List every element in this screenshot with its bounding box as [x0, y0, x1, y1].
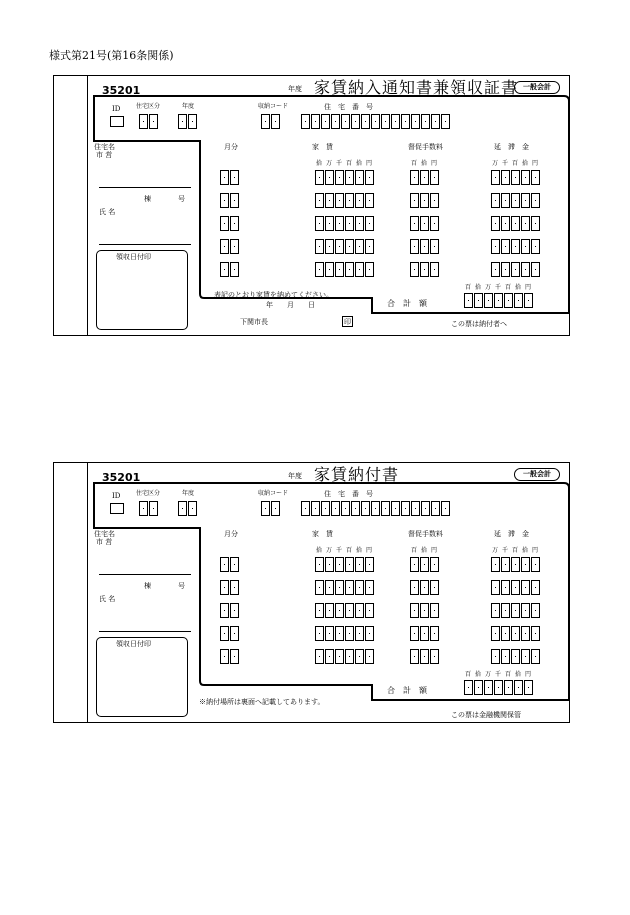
late-fee-boxes[interactable]: [491, 557, 541, 572]
house-number-label: 住 宅 番 号: [324, 103, 373, 111]
unit-label: 円: [366, 547, 373, 554]
month-boxes[interactable]: [220, 193, 240, 208]
id-box[interactable]: [110, 116, 124, 127]
fee-boxes[interactable]: [410, 193, 440, 208]
month-boxes[interactable]: [220, 626, 240, 641]
rent-boxes[interactable]: [315, 580, 375, 595]
month-boxes[interactable]: [220, 216, 240, 231]
unit-label: 拾: [475, 284, 482, 291]
name-underline: [99, 244, 191, 245]
seal-mark: 印: [344, 318, 351, 326]
late-fee-label: 延 滞 金: [494, 530, 529, 538]
unit-label: 万: [485, 284, 492, 291]
fee-boxes[interactable]: [410, 649, 440, 664]
unit-label: 拾: [421, 547, 428, 554]
stamp-label: 領収日付印: [116, 253, 151, 261]
late-fee-boxes[interactable]: [491, 239, 541, 254]
receipt-code-boxes[interactable]: [261, 501, 281, 516]
unit-label: 拾: [316, 160, 323, 167]
unit-label: 円: [525, 671, 532, 678]
unit-label: 千: [495, 671, 502, 678]
unit-label: 千: [336, 547, 343, 554]
fee-boxes[interactable]: [410, 216, 440, 231]
address-label: 住宅名: [94, 143, 115, 151]
address-underline: [99, 187, 191, 188]
building-label: 棟: [144, 195, 151, 203]
unit-label: 拾: [316, 547, 323, 554]
general-account-badge: 一般会計: [514, 468, 560, 481]
unit-label: 百: [465, 671, 472, 678]
unit-label: 拾: [522, 547, 529, 554]
fee-boxes[interactable]: [410, 626, 440, 641]
unit-label: 万: [492, 547, 499, 554]
late-fee-boxes[interactable]: [491, 603, 541, 618]
unit-label: 拾: [515, 671, 522, 678]
receipt-stamp-area: [96, 250, 188, 330]
id-label: ID: [112, 492, 121, 500]
rent-boxes[interactable]: [315, 603, 375, 618]
housing-type-label: 住宅区分: [136, 103, 161, 110]
name-underline: [99, 631, 191, 632]
date-line: 年 月 日: [266, 301, 315, 309]
name-label: 氏 名: [99, 208, 116, 216]
year-boxes[interactable]: [178, 114, 198, 129]
form-code: 35201: [102, 84, 141, 97]
unit-label: 円: [532, 160, 539, 167]
receipt-code-label: 収納コード: [258, 103, 289, 110]
rent-boxes[interactable]: [315, 649, 375, 664]
month-label: 月分: [224, 143, 238, 151]
month-boxes[interactable]: [220, 580, 240, 595]
rent-boxes[interactable]: [315, 239, 375, 254]
payment-instruction: 表記のとおり家賃を納めてください。: [214, 291, 333, 299]
rent-boxes[interactable]: [315, 557, 375, 572]
unit-label: 千: [336, 160, 343, 167]
fee-boxes[interactable]: [410, 170, 440, 185]
address-label: 住宅名: [94, 530, 115, 538]
rent-notice-receipt-form: [53, 75, 570, 336]
unit-label: 円: [431, 160, 438, 167]
stamp-label: 領収日付印: [116, 640, 151, 648]
house-number-label: 住 宅 番 号: [324, 490, 373, 498]
housing-type-label: 住宅区分: [136, 490, 161, 497]
mayor-label: 下関市長: [240, 318, 268, 326]
rent-payment-slip-form: [53, 462, 570, 723]
fee-boxes[interactable]: [410, 262, 440, 277]
unit-label: 拾: [356, 547, 363, 554]
unit-label: 百: [505, 284, 512, 291]
form-code: 35201: [102, 471, 141, 484]
late-fee-boxes[interactable]: [491, 649, 541, 664]
unit-label: 百: [411, 160, 418, 167]
rent-boxes[interactable]: [315, 626, 375, 641]
rent-label: 家 賃: [312, 143, 333, 151]
city-label: 市 営: [96, 538, 113, 546]
unit-label: 万: [485, 671, 492, 678]
unit-label: 千: [495, 284, 502, 291]
fee-boxes[interactable]: [410, 239, 440, 254]
fee-boxes[interactable]: [410, 580, 440, 595]
receipt-code-boxes[interactable]: [261, 114, 281, 129]
city-label: 市 営: [96, 151, 113, 159]
unit-label: 拾: [356, 160, 363, 167]
total-amount-boxes[interactable]: [464, 680, 534, 695]
rent-boxes[interactable]: [315, 216, 375, 231]
unit-label: 円: [525, 284, 532, 291]
late-fee-boxes[interactable]: [491, 193, 541, 208]
house-number-boxes[interactable]: [301, 114, 451, 129]
holder-note: この票は金融機関保管: [451, 711, 521, 719]
housing-type-boxes[interactable]: [139, 501, 159, 516]
fee-boxes[interactable]: [410, 603, 440, 618]
building-label: 棟: [144, 582, 151, 590]
year-field-label: 年度: [182, 103, 195, 110]
house-number-boxes[interactable]: [301, 501, 451, 516]
holder-note: この票は納付者へ: [451, 320, 507, 328]
payment-place-note: ※納付場所は裏面へ記載してあります。: [199, 698, 325, 706]
number-label: 号: [178, 582, 185, 590]
unit-label: 拾: [475, 671, 482, 678]
unit-label: 円: [431, 547, 438, 554]
unit-label: 拾: [421, 160, 428, 167]
late-fee-boxes[interactable]: [491, 262, 541, 277]
rent-boxes[interactable]: [315, 170, 375, 185]
late-fee-boxes[interactable]: [491, 626, 541, 641]
rent-boxes[interactable]: [315, 193, 375, 208]
number-label: 号: [178, 195, 185, 203]
year-field-label: 年度: [182, 490, 195, 497]
year-boxes[interactable]: [178, 501, 198, 516]
unit-label: 拾: [522, 160, 529, 167]
unit-label: 万: [326, 547, 333, 554]
month-boxes[interactable]: [220, 170, 240, 185]
unit-label: 円: [366, 160, 373, 167]
year-label: 年度: [288, 472, 302, 480]
name-label: 氏 名: [99, 595, 116, 603]
month-boxes[interactable]: [220, 262, 240, 277]
month-boxes[interactable]: [220, 557, 240, 572]
month-boxes[interactable]: [220, 239, 240, 254]
unit-label: 百: [512, 160, 519, 167]
late-fee-boxes[interactable]: [491, 216, 541, 231]
unit-label: 拾: [515, 284, 522, 291]
unit-label: 百: [346, 547, 353, 554]
id-box[interactable]: [110, 503, 124, 514]
month-label: 月分: [224, 530, 238, 538]
form-title: 家賃納付書: [314, 465, 400, 484]
rent-boxes[interactable]: [315, 262, 375, 277]
fee-label: 督促手数料: [408, 530, 443, 538]
unit-label: 百: [346, 160, 353, 167]
unit-label: 万: [492, 160, 499, 167]
unit-label: 百: [512, 547, 519, 554]
fee-label: 督促手数料: [408, 143, 443, 151]
total-label: 合 計 額: [387, 299, 427, 308]
receipt-stamp-area: [96, 637, 188, 717]
address-underline: [99, 574, 191, 575]
rent-label: 家 賃: [312, 530, 333, 538]
unit-label: 百: [411, 547, 418, 554]
year-label: 年度: [288, 85, 302, 93]
late-fee-boxes[interactable]: [491, 170, 541, 185]
general-account-badge: 一般会計: [514, 81, 560, 94]
unit-label: 千: [502, 547, 509, 554]
form-title: 家賃納入通知書兼領収証書: [314, 78, 519, 97]
month-boxes[interactable]: [220, 649, 240, 664]
fee-boxes[interactable]: [410, 557, 440, 572]
housing-type-boxes[interactable]: [139, 114, 159, 129]
unit-label: 千: [502, 160, 509, 167]
unit-label: 百: [465, 284, 472, 291]
unit-label: 百: [505, 671, 512, 678]
receipt-code-label: 収納コード: [258, 490, 289, 497]
unit-label: 円: [532, 547, 539, 554]
document-header: 様式第21号(第16条関係): [49, 49, 174, 62]
total-label: 合 計 額: [387, 686, 427, 695]
month-boxes[interactable]: [220, 603, 240, 618]
unit-label: 万: [326, 160, 333, 167]
late-fee-label: 延 滞 金: [494, 143, 529, 151]
total-amount-boxes[interactable]: [464, 293, 534, 308]
id-label: ID: [112, 105, 121, 113]
late-fee-boxes[interactable]: [491, 580, 541, 595]
